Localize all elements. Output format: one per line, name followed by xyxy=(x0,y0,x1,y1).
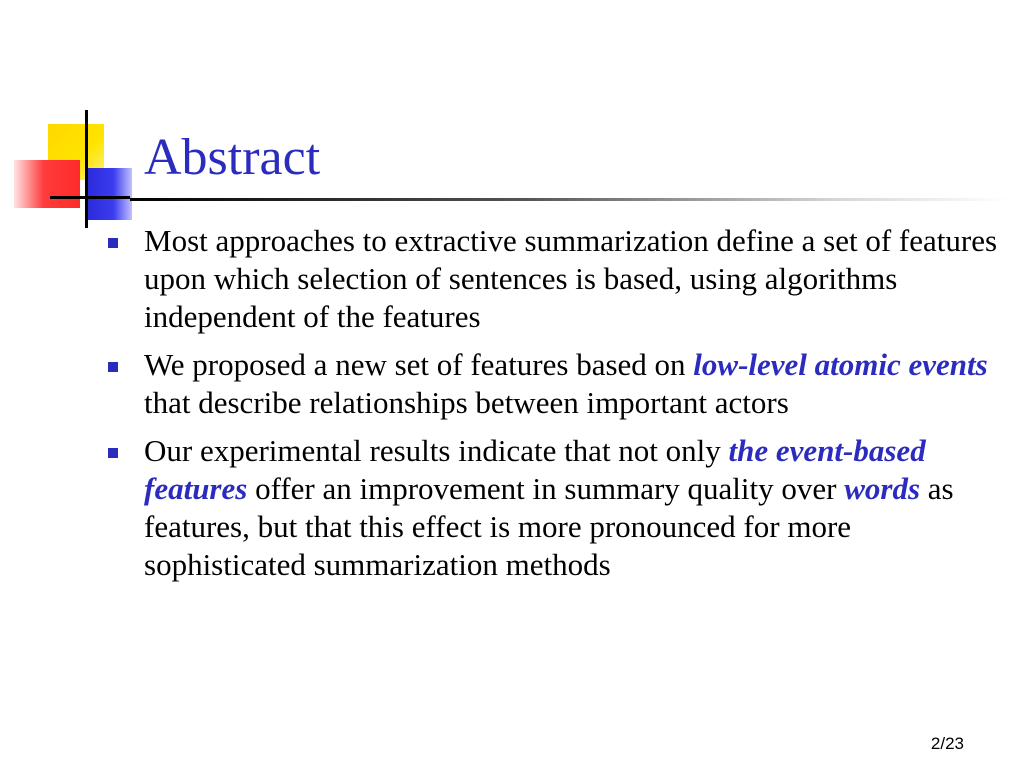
slide-title: Abstract xyxy=(144,129,321,186)
title-underline-rule xyxy=(130,198,1010,201)
red-square-decoration xyxy=(14,160,80,208)
bullet-item xyxy=(100,432,1000,584)
square-bullet-icon xyxy=(108,448,118,458)
bullet-item xyxy=(100,346,1000,422)
bullet-text: as features, but that this effect is more pronounced for more sophisticated summarization methods xyxy=(144,471,954,582)
bullet-text: offer an improvement in summary quality over xyxy=(247,471,845,506)
bullet-text: Our experimental results indicate that not only xyxy=(144,433,729,468)
horizontal-line-decoration xyxy=(50,196,130,199)
emphasized-text: words xyxy=(844,471,921,506)
bullet-text: Most approaches to extractive summarization define a set of features upon which selection of sentences is based, using algorithms independent of the features xyxy=(144,223,998,334)
vertical-line-decoration xyxy=(85,110,88,228)
square-bullet-icon xyxy=(108,362,118,372)
blue-square-decoration xyxy=(86,168,132,220)
bullet-item xyxy=(100,222,1000,336)
bullet-list xyxy=(100,222,1000,594)
square-bullet-icon xyxy=(108,238,118,248)
emphasized-text: the event-based features xyxy=(144,433,926,506)
emphasized-text: low-level atomic events xyxy=(693,347,988,382)
slide-logo-decoration xyxy=(0,0,150,230)
bullet-text: that describe relationships between important actors xyxy=(144,385,789,420)
page-number: 2/23 xyxy=(930,734,964,753)
bullet-text: We proposed a new set of features based on xyxy=(144,347,694,382)
